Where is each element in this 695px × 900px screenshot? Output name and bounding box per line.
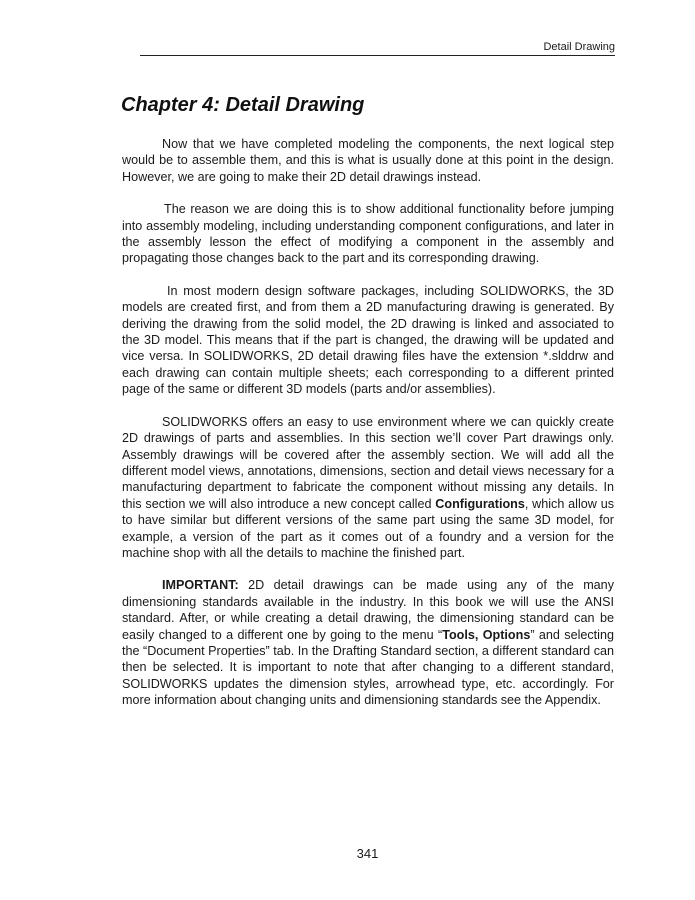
paragraph-text: ” and selecting the “Document Properties” tab. In the Drafting Standard section, a different standard can then be selected. It is important to note that after changing to a different standard, SOLIDWORKS updates the dimension styles, arrowhead type, etc. accordingly. For more information about changing units and dimensioning standards see the Appendix. bbox=[122, 627, 614, 708]
paragraph-text: 2D detail drawings can be made using any of the many dimensioning standards available in the industry. In this book we will use the ANSI standard. After, or while creating a detail drawing, the dimensioning standard can be easily changed to a different one by going to the menu “ bbox=[122, 578, 614, 642]
important-label: IMPORTANT: bbox=[162, 578, 239, 593]
configurations-term: Configurations bbox=[435, 496, 525, 511]
running-header: Detail Drawing bbox=[140, 40, 615, 56]
paragraph-solidworks-environment bbox=[122, 414, 614, 562]
menu-path: Tools, Options bbox=[442, 627, 531, 642]
paragraph-important bbox=[122, 577, 614, 708]
paragraph-modern-design: In most modern design software packages, including SOLIDWORKS, the 3D models are created first, and from them a 2D manufacturing drawing is generated. By deriving the drawing from the solid model, the 2D drawing is linked and associated to the 3D model. This means that if the part is changed, the drawing will be updated and vice versa. In SOLIDWORKS, 2D detail drawing files have the extension *.slddrw and each drawing can contain multiple sheets; each corresponding to a different printed page of the same or different 3D models (parts and/or assemblies). bbox=[122, 283, 614, 397]
body-text bbox=[122, 136, 614, 725]
paragraph-text: SOLIDWORKS offers an easy to use environment where we can quickly create 2D drawings of parts and assemblies. In this section we’ll cover Part drawings only. Assembly drawings will be covered after the assembly section. We will add all the different model views, annotations, dimensions, section and detail views necessary for a manufacturing department to fabricate the component without missing any details. In this section we will also introduce a new concept called bbox=[122, 414, 614, 511]
chapter-title: Chapter 4: Detail Drawing bbox=[121, 94, 365, 116]
page-number: 341 bbox=[356, 846, 379, 861]
paragraph-intro: Now that we have completed modeling the components, the next logical step would be to assemble them, and this is what is usually done at this point in the design. However, we are going to make their 2D detail drawings instead. bbox=[122, 137, 614, 184]
paragraph-text: , which allow us to have similar but different versions of the same part using the same 3D model, for example, a version of the part as it comes out of a foundry and a version for the machine shop with all the details to machine the finished part. bbox=[122, 496, 614, 560]
paragraph-reason: The reason we are doing this is to show additional functionality before jumping into assembly modeling, including understanding component configurations, and later in the assembly lesson the effect of modifying a component in the assembly and propagating those changes back to the part and its corresponding drawing. bbox=[122, 202, 614, 266]
